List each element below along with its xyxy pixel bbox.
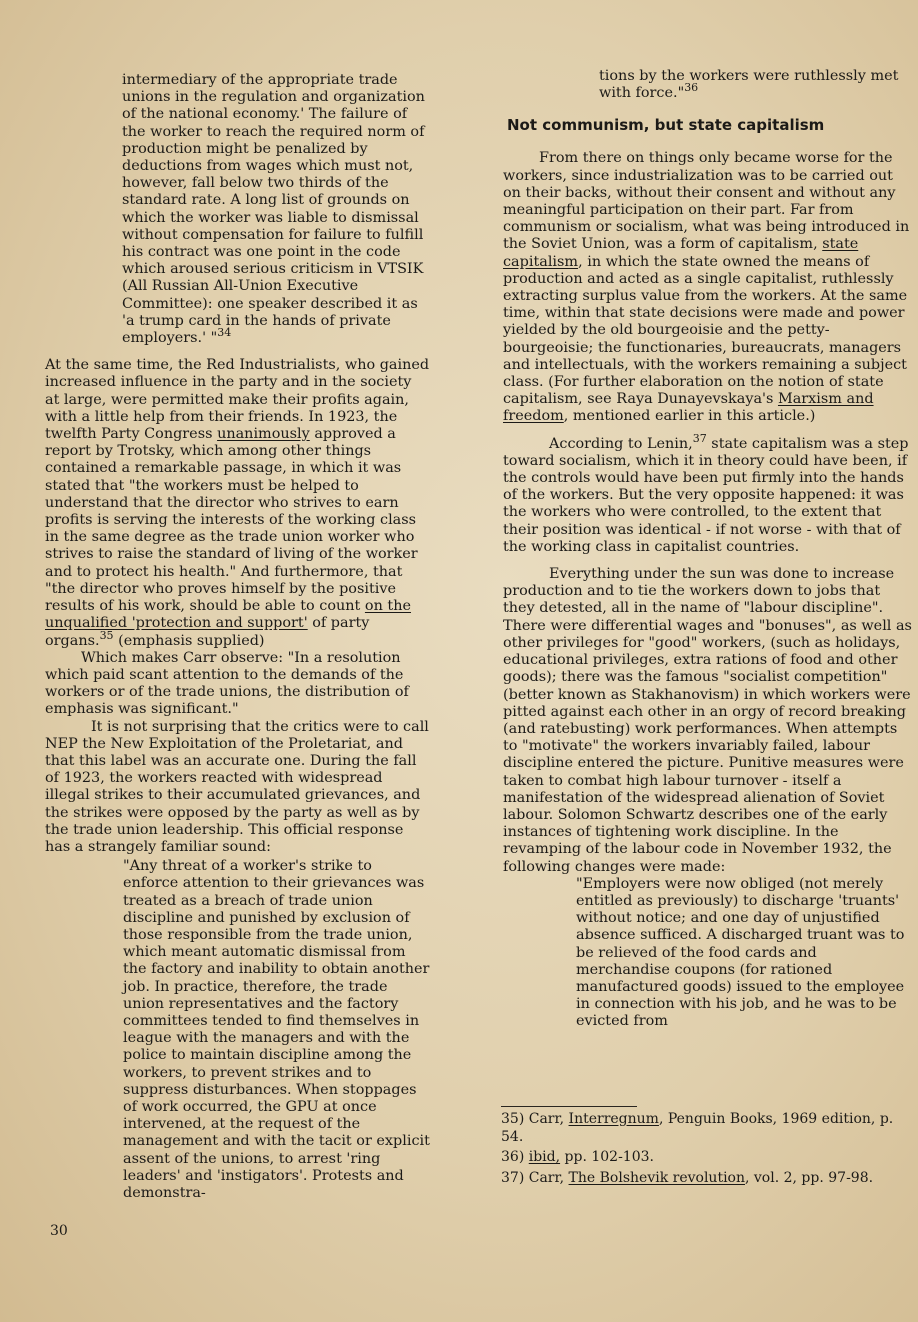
paragraph-left-carr: Which makes Carr observe: "In a resolution which paid scant attention to the demands of the workers or of the trade unions, the distribution of emphasis was significant." (45, 649, 409, 718)
paragraph-left-nep: It is not surprising that the critics were to call NEP the New Exploitation of the Proletariat, and that this label was an accurate one. During the fall of 1923, the workers reacted with widespread illegal strikes to their accumulated grievances, and the strikes were opposed by the party as well as by the trade union leadership. This official response has a strangely familiar sound: (45, 718, 429, 855)
footnote-35: 35) Carr, Interregnum, Penguin Books, 1969 edition, p. 54. (501, 1111, 894, 1145)
section-heading: Not communism, but state capitalism (507, 116, 825, 135)
emphasis-protection-support: on the unqualified 'protection and support' (45, 598, 411, 632)
block-quote-right: "Employers were now obliged (not merely entitled as previously) to discharge 'truants' without notice; and one day of unjustified absence sufficed. A discharged truant was to be relieved of the food cards and merchandise coupons (for rationed manufactured goods) issued to the employee in connection with his job, and he was to be evicted from (576, 875, 905, 1030)
paragraph-right-lenin: According to Lenin,$^{37}$ state capitalism was a step toward socialism, which it in theory could have been, if the controls would have been put firmly into the hands of the workers. But the very opposite happened: it was the workers who were controlled, to the extent that their position was identical - if not worse - with that of the working class in capitalist countries. (503, 431, 909, 555)
footnote-title: The Bolshevik revolution (568, 1169, 745, 1186)
emphasis-state-capitalism: state capitalism (503, 236, 859, 270)
footnote-title: ibid, (528, 1149, 561, 1165)
paragraph-right-labour-discipline: Everything under the sun was done to increase production and to tie the workers down to jobs that they detested, all in the name of "labour discipline". There were differential wages and "bonuses", as well as other privileges for "good" workers, (such as holidays, educational privileges, extra rations of food and other goods); there was the famous "socialist competition" (better known as Stakhanovism) in which workers were pitted against each other in an orgy of record breaking (and ratebusting) work performances. When attempts to "motivate" the workers invariably failed, labour discipline entered the picture. Punitive measures were taken to combat high labour turnover - itself a manifestation of the widespread alienation of Soviet labour. Solomon Schwartz describes one of the early instances of tightening work discipline. In the revamping of the labour code in November 1932, the following changes were made: (503, 566, 912, 875)
block-quote-left: "Any threat of a worker's strike to enforce attention to their grievances was treated as a breach of trade union discipline and punished by exclusion of those responsible from the trade union, which meant automatic dismissal from the factory and inability to obtain another job. In practice, therefore, the trade union representatives and the factory committees tended to find themselves in league with the managers and with the police to maintain discipline among the workers, to prevent strikes and to suppress disturbances. When stoppages of work occurred, the GPU at once intervened, at the request of the management and with the tacit or explicit assent of the unions, to arrest 'ring leaders' and 'instigators'. Protests and demonstra- (123, 858, 430, 1201)
footnote-ref-36: 36 (684, 81, 699, 95)
footnote-rule (501, 1106, 637, 1107)
emphasis-unanimously: unanimously (217, 426, 310, 443)
footnote-ref-34: 34 (217, 326, 232, 340)
footnote-ref-35: 35 (99, 628, 114, 642)
book-title-marxism-and-freedom: Marxism and freedom (503, 391, 874, 425)
paragraph-left-intro: intermediary of the appropriate trade unions in the regulation and organization of the national economy.' The failure of the worker to reach the required norm of production might be penalized by deductions from wages which must not, however, fall below two thirds of the standard rate. A long list of grounds on which the worker was liable to dismissal without compensation for failure to fulfill his contract was one point in the code which aroused serious criticism in VTSIK (All Russian All-Union Executive Committee): one speaker described it as 'a trump card in the hands of private employers.' "$^{34}$ (122, 72, 425, 347)
left-column (45, 72, 430, 1202)
footnote-ref-37: 37 (692, 431, 707, 445)
paragraph-right-state-capitalism: From there on things only became worse for the workers, since industrialization was to be carried out on their backs, without their consent and without any meaningful participation on their part. Far from communism or socialism, what was being introduced in the Soviet Union, was a form of capitalism, state capitalism, in which the state owned the means of production and acted as a single capitalist, ruthlessly extracting surplus value from the workers. At the same time, within that state decisions were made and power yielded by the old bourgeoisie and the petty-bourgeoisie; the functionaries, bureaucrats, managers and intellectuals, with the workers remaining a subject class. (For further elaboration on the notion of state capitalism, see Raya Dunayevskaya's Marxism and freedom, mentioned earlier in this article.) (503, 150, 910, 425)
page-number: 30 (50, 1223, 68, 1239)
footnote-36: 36) ibid, pp. 102-103. (501, 1149, 654, 1165)
footnote-37: 37) Carr, The Bolshevik revolution, vol. 2, pp. 97-98. (501, 1169, 874, 1186)
paragraph-left-red-industrialists: At the same time, the Red Industrialists, who gained increased influence in the party and in the society at large, were permitted make their profits again, with a little help from their friends. In 1923, the twelfth Party Congress unanimously approved a report by Trotsky, which among other things contained a remarkable passage, in which it was stated that "the workers must be helped to understand that the director who strives to earn profits is serving the interests of the working class in the same degree as the trade union worker who strives to raise the standard of living of the worker and to protect his health." And furthermore, that "the director who proves himself by the positive results of his work, should be able to count on the unqualified 'protection and support' of party organs.$^{35}$ (emphasis supplied) (45, 357, 430, 649)
footnote-title: Interregnum (568, 1111, 659, 1127)
right-column (503, 68, 913, 1031)
footnotes (501, 1106, 911, 1190)
paragraph-right-lead: tions by the workers were ruthlessly met with force."$^{36}$ (599, 68, 899, 102)
